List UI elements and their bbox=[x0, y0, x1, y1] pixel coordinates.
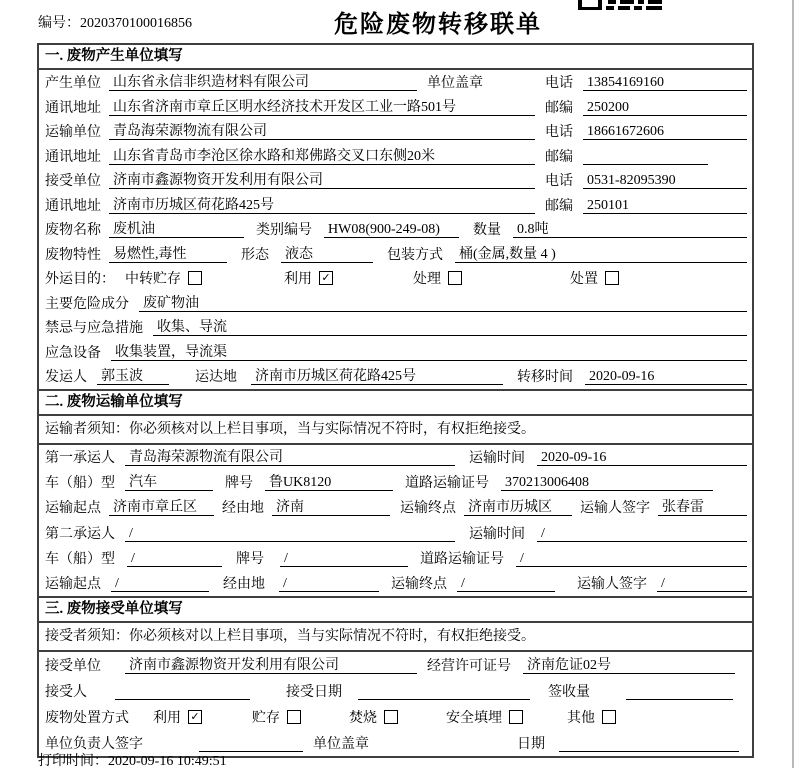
print-time-label: 打印时间： bbox=[38, 754, 108, 768]
category-code-label: 类别编号 bbox=[256, 223, 312, 239]
checkbox-dispose-icon bbox=[605, 271, 619, 285]
first-carrier-label: 第一承运人 bbox=[45, 451, 115, 467]
plate-label: 牌号 bbox=[225, 476, 253, 492]
packing-value: 桶(金属,数量 4 ) bbox=[455, 245, 747, 263]
purpose-storage-label: 中转贮存 bbox=[125, 272, 181, 288]
transfer-time-value: 2020-09-16 bbox=[585, 367, 747, 385]
transfer-purpose-label: 外运目的： bbox=[45, 272, 115, 288]
checkbox-disposal-other-icon bbox=[602, 710, 616, 724]
row-accept-unit bbox=[39, 652, 752, 678]
plate1-value: 鲁UK8120 bbox=[265, 473, 393, 491]
producer-address-value: 山东省济南市章丘区明水经济技术开发区工业一路501号 bbox=[109, 98, 535, 116]
row-second-carrier bbox=[39, 520, 752, 545]
row-receiver-address bbox=[39, 193, 752, 218]
accept-unit-label: 接受单位 bbox=[45, 658, 101, 674]
origin-label: 运输起点 bbox=[45, 577, 101, 593]
destination-value: 济南市历城区荷花路425号 bbox=[251, 367, 503, 385]
section-producer bbox=[39, 45, 752, 389]
row-emergency-equipment bbox=[39, 340, 752, 365]
producer-unit-value: 山东省永信非织造材料有限公司 bbox=[109, 73, 417, 91]
taboo-measures-label: 禁忌与应急措施 bbox=[45, 321, 143, 337]
terminus-label: 运输终点 bbox=[400, 501, 456, 517]
vehicle-type-label: 车（船）型 bbox=[45, 476, 115, 492]
accept-date-label: 接受日期 bbox=[286, 684, 342, 700]
origin2-value: / bbox=[111, 574, 209, 592]
carrier-sign-label: 运输人签字 bbox=[577, 577, 647, 593]
address-label: 通讯地址 bbox=[45, 100, 101, 116]
phone-label: 电话 bbox=[545, 76, 573, 92]
vehicle-type2-value: / bbox=[127, 549, 222, 567]
row-vehicle1 bbox=[39, 470, 752, 495]
manifest-form-table bbox=[37, 43, 754, 758]
shipper-value: 郭玉波 bbox=[97, 367, 169, 385]
receiver-unit-value: 济南市鑫源物资开发利用有限公司 bbox=[109, 171, 535, 189]
section-transporter bbox=[39, 389, 752, 596]
page-title: 危险废物转移联单 bbox=[334, 12, 542, 38]
waste-traits-label: 废物特性 bbox=[45, 247, 101, 263]
producer-zip-value: 250200 bbox=[583, 98, 747, 116]
quantity-value: 0.8吨 bbox=[513, 220, 747, 238]
qr-code-fragment-icon bbox=[578, 0, 662, 16]
checkbox-utilize-icon: ✓ bbox=[319, 271, 333, 285]
transporter-address-value: 山东省青岛市李沧区徐水路和郑佛路交叉口东侧20米 bbox=[109, 147, 535, 165]
transporter-phone-value: 18661672606 bbox=[583, 122, 747, 140]
via-label: 经由地 bbox=[222, 501, 264, 517]
zip-label: 邮编 bbox=[545, 100, 573, 116]
transporter-zip-value bbox=[583, 147, 708, 165]
receiver-phone-value: 0531-82095390 bbox=[583, 171, 747, 189]
zip-label: 邮编 bbox=[545, 149, 573, 165]
via1-value: 济南 bbox=[272, 498, 390, 516]
transfer-time-label: 转移时间 bbox=[517, 370, 573, 386]
disposal-incinerate-label: 焚烧 bbox=[349, 710, 377, 726]
hazard-components-label: 主要危险成分 bbox=[45, 296, 129, 312]
row-producer-address bbox=[39, 95, 752, 120]
purpose-option-treat bbox=[413, 268, 462, 288]
purpose-option-utilize bbox=[284, 268, 333, 288]
producer-phone-value: 13854169160 bbox=[583, 73, 747, 91]
purpose-dispose-label: 处置 bbox=[570, 272, 598, 288]
received-qty-label: 签收量 bbox=[548, 684, 590, 700]
plate2-value: / bbox=[280, 549, 408, 567]
emergency-equipment-label: 应急设备 bbox=[45, 345, 101, 361]
disposal-other-label: 其他 bbox=[567, 710, 595, 726]
origin1-value: 济南市章丘区 bbox=[109, 498, 214, 516]
disposal-option-incinerate bbox=[349, 707, 398, 727]
receiver-zip-value: 250101 bbox=[583, 196, 747, 214]
print-time bbox=[38, 750, 227, 768]
section1-heading: 一. 废物产生单位填写 bbox=[39, 45, 752, 70]
phone-label: 电话 bbox=[545, 125, 573, 141]
address-label: 通讯地址 bbox=[45, 149, 101, 165]
zip-label: 邮编 bbox=[545, 198, 573, 214]
print-time-value: 2020-09-16 10:49:51 bbox=[108, 754, 227, 768]
transporter-notice: 运输者须知：你必须核对以上栏目事项，当与实际情况不符时，有权拒绝接受。 bbox=[39, 416, 752, 445]
section3-heading: 三. 废物接受单位填写 bbox=[39, 596, 752, 623]
address-label: 通讯地址 bbox=[45, 198, 101, 214]
receiver-address-value: 济南市历城区荷花路425号 bbox=[109, 196, 535, 214]
via2-value: / bbox=[279, 574, 379, 592]
row-producer-unit bbox=[39, 70, 752, 95]
purpose-option-dispose bbox=[570, 268, 619, 288]
head-sign-label: 单位负责人签字 bbox=[45, 736, 143, 752]
receiver-notice: 接受者须知：你必须核对以上栏目事项，当与实际情况不符时，有权拒绝接受。 bbox=[39, 623, 752, 652]
disposal-option-store bbox=[252, 707, 301, 727]
vehicle-type-label: 车（船）型 bbox=[45, 551, 115, 567]
carrier-sign1-value: 张春雷 bbox=[658, 498, 747, 516]
carrier-sign2-value: / bbox=[657, 574, 747, 592]
taboo-measures-value: 收集、导流 bbox=[153, 318, 747, 336]
transport-time-label: 运输时间 bbox=[469, 526, 525, 542]
row-taboo-measures bbox=[39, 315, 752, 340]
disposal-option-utilize bbox=[153, 707, 202, 727]
disposal-utilize-label: 利用 bbox=[153, 710, 181, 726]
checkbox-disposal-incinerate-icon bbox=[384, 710, 398, 724]
acceptor-value bbox=[115, 682, 250, 700]
category-code-value: HW08(900-249-08) bbox=[324, 220, 459, 238]
row-transporter-address bbox=[39, 144, 752, 169]
license-value: 济南危证02号 bbox=[523, 656, 735, 674]
row-transporter-unit bbox=[39, 119, 752, 144]
disposal-option-other bbox=[567, 707, 616, 727]
transporter-unit-value: 青岛海荣源物流有限公司 bbox=[109, 122, 535, 140]
second-carrier-label: 第二承运人 bbox=[45, 526, 115, 542]
doc-number bbox=[38, 12, 192, 32]
purpose-treat-label: 处理 bbox=[413, 272, 441, 288]
road-permit-label: 道路运输证号 bbox=[405, 476, 489, 492]
phone-label: 电话 bbox=[545, 174, 573, 190]
via-label: 经由地 bbox=[223, 577, 265, 593]
waste-name-label: 废物名称 bbox=[45, 223, 101, 239]
checkbox-treat-icon bbox=[448, 271, 462, 285]
purpose-option-storage bbox=[125, 268, 202, 288]
disposal-store-label: 贮存 bbox=[252, 710, 280, 726]
accept-unit-value: 济南市鑫源物资开发利用有限公司 bbox=[125, 656, 417, 674]
road-permit2-value: / bbox=[516, 549, 747, 567]
received-qty-value bbox=[626, 682, 733, 700]
road-permit-label: 道路运输证号 bbox=[420, 551, 504, 567]
waste-traits-value: 易燃性,毒性 bbox=[109, 245, 227, 263]
terminus-label: 运输终点 bbox=[391, 577, 447, 593]
unit-seal-label: 单位盖章 bbox=[427, 76, 483, 92]
accept-date-value bbox=[358, 682, 530, 700]
row-route1 bbox=[39, 495, 752, 520]
row-receiver-unit bbox=[39, 168, 752, 193]
vehicle-type1-value: 汽车 bbox=[125, 473, 213, 491]
terminus1-value: 济南市历城区 bbox=[464, 498, 572, 516]
license-label: 经营许可证号 bbox=[427, 658, 511, 674]
row-shipper bbox=[39, 364, 752, 389]
transport-time1-value: 2020-09-16 bbox=[537, 448, 747, 466]
shipper-label: 发运人 bbox=[45, 370, 87, 386]
disposal-option-landfill bbox=[446, 707, 523, 727]
producer-unit-label: 产生单位 bbox=[45, 76, 101, 92]
row-waste-traits bbox=[39, 242, 752, 267]
section2-heading: 二. 废物运输单位填写 bbox=[39, 389, 752, 416]
row-acceptor bbox=[39, 678, 752, 704]
unit-seal-label: 单位盖章 bbox=[313, 736, 369, 752]
plate-label: 牌号 bbox=[236, 551, 264, 567]
transport-time-label: 运输时间 bbox=[469, 451, 525, 467]
hazard-components-value: 废矿物油 bbox=[139, 294, 747, 312]
form-label: 形态 bbox=[241, 247, 269, 263]
receiver-unit-label: 接受单位 bbox=[45, 174, 101, 190]
disposal-method-label: 废物处置方式 bbox=[45, 710, 129, 726]
origin-label: 运输起点 bbox=[45, 501, 101, 517]
road-permit1-value: 370213006408 bbox=[501, 473, 713, 491]
transport-time2-value: / bbox=[537, 524, 747, 542]
section-receiver bbox=[39, 596, 752, 756]
destination-label: 运达地 bbox=[195, 370, 237, 386]
row-hazard-components bbox=[39, 291, 752, 316]
emergency-equipment-value: 收集装置，导流渠 bbox=[111, 343, 747, 361]
checkbox-disposal-utilize-icon: ✓ bbox=[188, 710, 202, 724]
quantity-label: 数量 bbox=[473, 223, 501, 239]
row-vehicle2 bbox=[39, 545, 752, 570]
terminus2-value: / bbox=[457, 574, 555, 592]
row-disposal-method bbox=[39, 704, 752, 730]
waste-name-value: 废机油 bbox=[109, 220, 244, 238]
row-route2 bbox=[39, 570, 752, 595]
checkbox-storage-icon bbox=[188, 271, 202, 285]
packing-label: 包装方式 bbox=[387, 247, 443, 263]
date-label: 日期 bbox=[517, 736, 545, 752]
doc-number-value: 2020370100016856 bbox=[80, 16, 192, 31]
form-value: 液态 bbox=[281, 245, 373, 263]
first-carrier-value: 青岛海荣源物流有限公司 bbox=[125, 448, 455, 466]
carrier-sign-label: 运输人签字 bbox=[580, 501, 650, 517]
window-right-edge bbox=[792, 0, 794, 768]
checkbox-disposal-landfill-icon bbox=[509, 710, 523, 724]
acceptor-label: 接受人 bbox=[45, 684, 87, 700]
date-value bbox=[559, 734, 739, 752]
row-first-carrier bbox=[39, 445, 752, 470]
checkbox-disposal-store-icon bbox=[287, 710, 301, 724]
transporter-unit-label: 运输单位 bbox=[45, 125, 101, 141]
row-transfer-purpose bbox=[39, 266, 752, 291]
second-carrier-value: / bbox=[125, 524, 455, 542]
head-sign-value bbox=[199, 734, 303, 752]
purpose-utilize-label: 利用 bbox=[284, 272, 312, 288]
disposal-landfill-label: 安全填埋 bbox=[446, 710, 502, 726]
doc-number-label: 编号： bbox=[38, 16, 80, 31]
row-waste-name bbox=[39, 217, 752, 242]
